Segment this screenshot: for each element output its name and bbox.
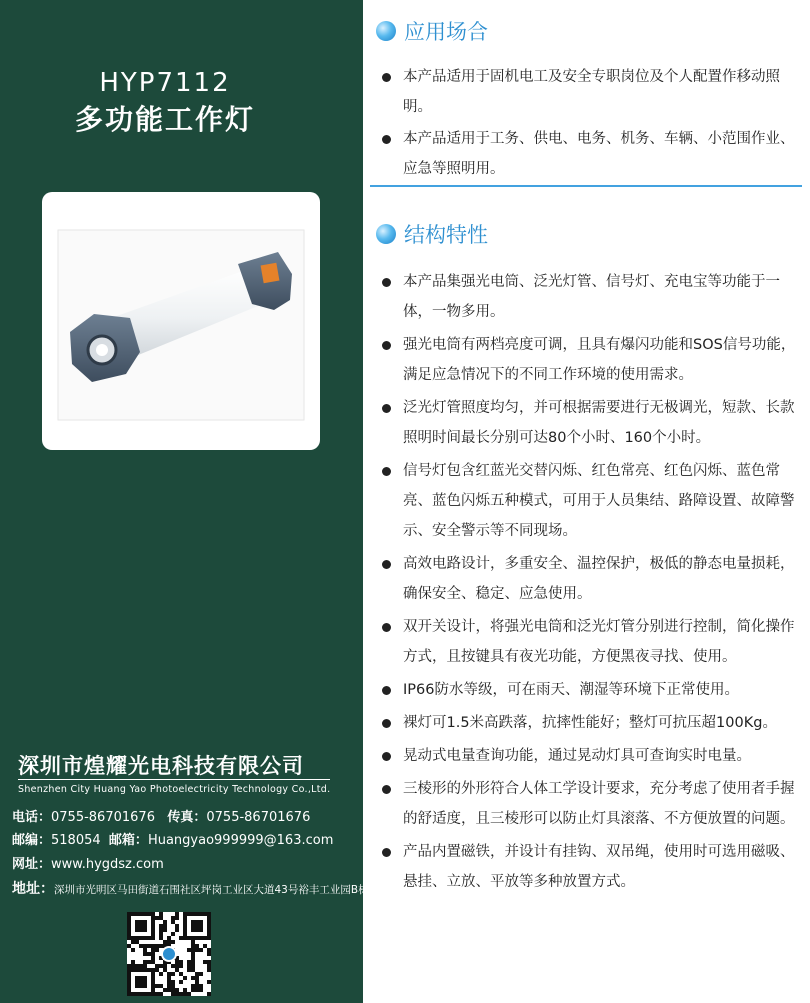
list-item: 本产品集强光电筒、泛光灯管、信号灯、充电宝等功能于一体，一物多用。: [378, 267, 806, 327]
list-item: 裸灯可1.5米高跌落，抗摔性能好；整灯可抗压超100Kg。: [378, 708, 806, 738]
product-photo: [42, 192, 320, 450]
list-item: 信号灯包含红蓝光交替闪烁、红色常亮、红色闪烁、蓝色常亮、蓝色闪烁五种模式，可用于人员集结、路障设置、故障警示、安全警示等不同现场。: [378, 456, 806, 546]
contact-zip-email: [12, 829, 333, 848]
qr-code-graphic: [127, 912, 211, 996]
zip-value: 518054: [51, 833, 101, 848]
list-item: 本产品适用于工务、供电、电务、机务、车辆、小范围作业、应急等照明用。: [378, 124, 806, 184]
section-title-features: [376, 219, 488, 249]
list-item: 强光电筒有两档亮度可调，且具有爆闪功能和SOS信号功能，满足应急情况下的不同工作环境的使用需求。: [378, 330, 806, 390]
features-list: [378, 267, 806, 900]
list-item: 本产品适用于固机电工及安全专职岗位及个人配置作移动照明。: [378, 62, 806, 122]
company-name: 深圳市煌耀光电科技有限公司: [18, 754, 304, 778]
fax-value: 0755-86701676: [206, 810, 311, 825]
product-model: HYP7112: [99, 68, 231, 98]
qr-code: [127, 912, 211, 996]
product-name: 多功能工作灯: [74, 103, 255, 136]
bullet-orb-icon: [376, 224, 396, 244]
section-title-text: 结构特性: [404, 223, 488, 247]
contact-address: [12, 878, 395, 898]
section-divider: [370, 185, 802, 187]
section-title-application: [376, 16, 488, 46]
list-item: 泛光灯管照度均匀，并可根据需要进行无极调光，短款、长款照明时间最长分别可达80个小时、160个小时。: [378, 393, 806, 453]
email-label: 邮箱：: [108, 833, 148, 848]
phone-value: 0755-86701676: [51, 810, 155, 825]
address-value: 深圳市光明区马田街道石围社区坪岗工业区大道43号裕丰工业园B栋1102: [54, 884, 396, 896]
left-panel: [0, 0, 396, 1003]
list-item: 晃动式电量查询功能，通过晃动灯具可查询实时电量。: [378, 741, 806, 771]
company-divider: [18, 779, 330, 780]
list-item: 双开关设计，将强光电筒和泛光灯管分别进行控制，简化操作方式，且按键具有夜光功能，方便黑夜寻找、使用。: [378, 612, 806, 672]
web-value: www.hygdsz.com: [51, 857, 164, 872]
fax-label: 传真：: [167, 810, 207, 825]
zip-label: 邮编：: [12, 833, 52, 848]
contact-phone-fax: [12, 806, 310, 825]
company-name-en: Shenzhen City Huang Yao Photoelectricity Technology Co.,Ltd.: [18, 784, 331, 795]
list-item: 产品内置磁铁，并设计有挂钩、双吊绳，使用时可选用磁吸、悬挂、立放、平放等多种放置方式。: [378, 837, 806, 897]
section-title-text: 应用场合: [404, 20, 488, 44]
list-item: 三棱形的外形符合人体工学设计要求，充分考虑了使用者手握的舒适度，且三棱形可以防止灯具滚落、不方便放置的问题。: [378, 774, 806, 834]
web-label: 网址：: [12, 857, 52, 872]
list-item: IP66防水等级，可在雨天、潮湿等环境下正常使用。: [378, 675, 806, 705]
contact-web: [12, 853, 164, 872]
work-light-illustration: [42, 192, 320, 450]
bullet-orb-icon: [376, 21, 396, 41]
list-item: 高效电路设计，多重安全、温控保护，极低的静态电量损耗，确保安全、稳定、应急使用。: [378, 549, 806, 609]
phone-label: 电话：: [12, 810, 52, 825]
address-label: 地址：: [12, 881, 54, 897]
application-list: [378, 62, 806, 186]
email-value: Huangyao999999@163.com: [147, 833, 334, 848]
